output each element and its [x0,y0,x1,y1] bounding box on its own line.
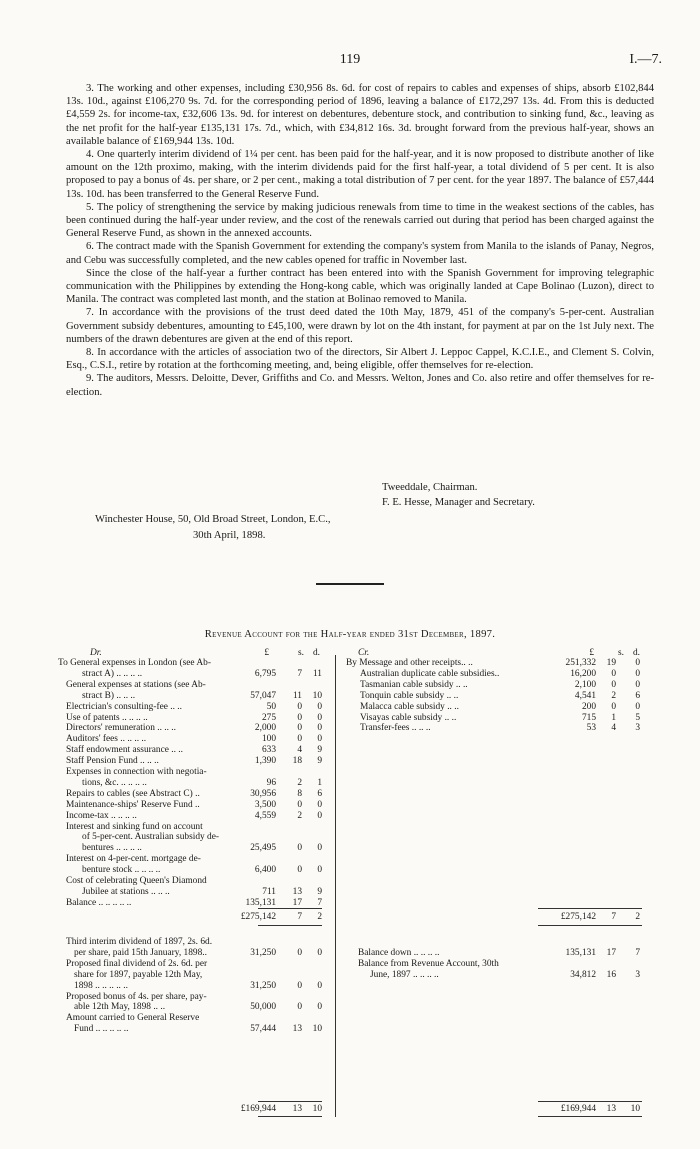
report-paragraph: Since the close of the half-year a further contract has been entered into with the Spanish Government for improving telegraphic communication with the Philippines by extending the Hong-kong cable, which was originally landed at Cape Bolinao (Luzon), direct to Manila. The contract was completed last month, and the station at Bolinao removed to Manila. [66,267,654,306]
cr2-item-text: June, 1897 .. .. .. .. [370,969,439,980]
dr2-item-text: Third interim dividend of 1897, 2s. 6d. [66,937,213,947]
dr2-item-text: able 12th May, 1898 .. .. [74,1002,166,1013]
cr-total-shillings: 7 [611,912,616,922]
dr-item-pence: 0 [317,723,322,734]
report-paragraph: 7. In accordance with the provisions of the trust deed dated the 10th May, 1879, 451 of the company's 5-per-cent. Australian Government subsidy debentures, amounting to £45,100, were drawn by lot on the 4th instant, for payment at par on the 1st July next. The numbers of the drawn debentures are given at the end of this report. [66,307,654,345]
cr2-total-pence: 10 [630,1104,640,1114]
cr-item-pence: 5 [635,712,640,723]
cr-item-pounds: 200 [581,701,596,712]
dr-item-shillings: 8 [297,788,302,799]
dr-item-shillings: 13 [292,886,302,897]
cr-item-pounds: 2,100 [574,679,596,690]
dr-item-pounds: 30,956 [250,788,276,799]
dr-item-pounds: 96 [266,777,276,788]
dr2-item-pounds: 31,250 [250,947,276,958]
dr-item-pence: 0 [317,799,322,810]
dr-item-text: Interest on 4-per-cent. mortgage de- [66,854,201,865]
dr-item-pounds: 6,795 [254,668,276,679]
report-paragraph: 3. The working and other expenses, including £30,956 8s. 6d. for cost of repairs to cables and expenses of ships, absorb £102,844 13s. 10d., against £106,270 9s. 7d. for the corresponding period of 1896, leaving a balance of £172,297 13s. 4d. From this is deducted £4,559 2s. for income-tax, £32,606 13s. 9d. for interest on debentures, debenture stock, and contribution to sinking fund, &c., leaving as the net profit for the half-year £135,131 17s. 7d., which, with £34,812 16s. 3d. brought forward from the previous half-year, shows an available balance of £169,944 13s. 10d. [66,83,654,147]
dr-item-pounds: 50 [266,701,276,712]
dr-item-text: Balance .. .. .. .. .. [66,897,132,908]
dr-total-rule-bottom [258,925,322,926]
dr-total-rule-top [258,908,322,909]
address-line: Winchester House, 50, Old Broad Street, London, E.C., [95,514,331,525]
cr-item-shillings: 0 [611,668,616,679]
dr-item-pence: 7 [317,897,322,908]
dr-item-shillings: 0 [297,723,302,734]
cr2-total-rule-top [538,1101,642,1102]
secretary-signature: F. E. Hesse, Manager and Secretary. [382,497,535,508]
dr-item-text: Staff Pension Fund .. .. .. [66,756,159,767]
credit-label: Cr. [358,648,370,658]
cr2-item-shillings: 16 [606,969,616,980]
dr2-item-pence: 0 [317,947,322,958]
dr-item-pounds: 135,131 [245,897,276,908]
dr-item-pounds: 3,500 [254,799,276,810]
dr-item-pence: 10 [312,690,322,701]
report-body [66,82,654,399]
dr-item-pence: 0 [317,865,322,876]
section-divider [316,583,384,585]
cr-pounds-head: £ [589,648,594,658]
account-title: Revenue Account for the Half-year ended 31st December, 1897. [204,629,496,640]
dr-item-text: stract B) .. .. .. [82,690,136,701]
dr-item-text: bentures .. .. .. .. [82,843,142,854]
debit-label: Dr. [90,648,102,658]
dr2-item-text: Amount carried to General Reserve [66,1013,200,1024]
dr2-item-pence: 0 [317,1002,322,1013]
dr-item-pence: 0 [317,734,322,745]
dr-item-shillings: 2 [297,810,302,821]
dr-pence-head: d. [312,648,320,658]
dr-item-text: of 5-per-cent. Australian subsidy de- [82,832,220,843]
cr-item-pounds: 715 [581,712,596,723]
report-paragraph: 4. One quarterly interim dividend of 1¼ per cent. has been paid for the half-year, and it is now proposed to distribute another of like amount on the 12th proximo, making, with the interim dividends paid for the first half-year, a total dividend of 5 per cent. It is also proposed to pay a bonus of 4s. per share, or 2 per cent., making a total distribution of 7 per cent. for the year 1897. The balance of £57,444 13s. 10d. has been transferred to the General Reserve Fund. [66,149,654,200]
dr2-item-text: per share, paid 15th January, 1898.. [74,947,207,958]
dr-total-pounds: £275,142 [240,912,276,922]
cr-item-text: Tonquin cable subsidy .. .. [360,690,459,701]
dr-item-text: Use of patents .. .. .. .. [66,712,148,723]
dr-item-text: To General expenses in London (see Ab- [58,658,211,668]
dr2-item-pence: 0 [317,980,322,991]
dr2-item-pence: 10 [312,1024,322,1035]
dr2-total-shillings: 13 [292,1104,302,1114]
dr-item-pounds: 6,400 [254,865,276,876]
cr-item-pence: 0 [635,668,640,679]
dr2-item-shillings: 13 [292,1024,302,1035]
dr-item-pounds: 100 [261,734,276,745]
cr-item-shillings: 0 [611,679,616,690]
page-number: 119 [339,52,361,67]
dr2-total-pence: 10 [312,1104,322,1114]
cr-item-pounds: 53 [586,723,596,734]
dr-item-shillings: 17 [292,897,302,908]
cr2-item-pence: 3 [635,969,640,980]
dr2-total-rule-top [258,1101,322,1102]
dr-item-text: stract A) .. .. .. .. [82,668,143,679]
dr2-item-shillings: 0 [297,947,302,958]
cr2-total-pounds: £169,944 [560,1104,596,1114]
cr-item-pence: 0 [635,679,640,690]
dr2-item-pounds: 50,000 [250,1002,276,1013]
cr-shillings-head: s. [618,648,624,658]
dr-item-pence: 9 [317,756,322,767]
cr-item-shillings: 1 [611,712,616,723]
cr-pence-head: d. [632,648,640,658]
cr-item-text: By Message and other receipts.. .. [346,658,473,668]
dr-item-pounds: 1,390 [254,756,276,767]
dr-item-text: benture stock .. .. .. .. [82,865,161,876]
cr-item-text: Tasmanian cable subsidy .. .. [360,679,468,690]
report-paragraph: 9. The auditors, Messrs. Deloitte, Dever, Griffiths and Co. and Messrs. Welton, Jones and Co. also retire and offer themselves for re-election. [66,373,654,398]
cr-item-text: Visayas cable subsidy .. .. [360,712,457,723]
dr-item-shillings: 0 [297,734,302,745]
dr-item-shillings: 2 [297,777,302,788]
dr-item-shillings: 0 [297,799,302,810]
dr-item-text: Auditors' fees .. .. .. .. [66,734,147,745]
dr2-item-text: Fund .. .. .. .. .. [74,1024,129,1035]
dr2-item-text: 1898 .. .. .. .. .. [74,980,128,991]
dr-item-text: Directors' remuneration .. .. .. [66,723,176,734]
cr-item-pence: 0 [635,658,640,668]
address-date: 30th April, 1898. [193,530,266,541]
dr2-item-shillings: 0 [297,980,302,991]
dr-item-pounds: 57,047 [250,690,276,701]
dr2-total-rule-bottom [258,1116,322,1117]
dr-item-text: Electrician's consulting-fee .. .. [66,701,182,712]
cr-total-rule-bottom [538,925,642,926]
dr-total-pence: 2 [317,912,322,922]
dr-item-shillings: 11 [292,690,302,701]
cr-item-shillings: 4 [611,723,616,734]
dr-item-pounds: 275 [261,712,276,723]
dr2-item-pounds: 57,444 [250,1024,276,1035]
report-paragraph: 5. The policy of strengthening the service by making judicious renewals from time to time in the weakest sections of the cables, has been continued during the half-year under review, and the cost of the renewals carried out during that period has been charged against the General Reserve Fund, as shown in the annexed accounts. [66,201,654,240]
dr-item-text: Repairs to cables (see Abstract C) .. [66,788,200,799]
dr-item-pounds: 633 [261,745,276,756]
dr-item-text: General expenses at stations (see Ab- [66,679,206,690]
cr-total-pounds: £275,142 [560,912,596,922]
dr-item-text: Expenses in connection with negotia- [66,767,207,777]
dr-item-text: Cost of celebrating Queen's Diamond [66,876,207,886]
cr-item-pounds: 251,332 [565,658,596,668]
cr2-total-rule-bottom [538,1116,642,1117]
dr-total-shillings: 7 [297,912,302,922]
dr-item-shillings: 0 [297,712,302,723]
dr-item-text: Maintenance-ships' Reserve Fund .. [66,799,200,810]
dr-item-text: Interest and sinking fund on account [66,821,203,832]
dr-item-pence: 9 [317,745,322,756]
cr-item-pence: 3 [635,723,640,734]
cr-total-rule-top [538,908,642,909]
cr2-total-shillings: 13 [606,1104,616,1114]
cr-item-text: Australian duplicate cable subsidies.. [360,668,500,679]
dr-item-pence: 0 [317,843,322,854]
dr-item-shillings: 0 [297,843,302,854]
cr-item-pence: 0 [635,701,640,712]
dr2-item-text: Proposed final dividend of 2s. 6d. per [66,958,208,969]
center-column-rule [335,655,336,1117]
chairman-signature: Tweeddale, Chairman. [382,482,478,493]
cr2-item-text: Balance from Revenue Account, 30th [358,958,499,969]
dr-pounds-head: £ [264,648,269,658]
dr2-total-pounds: £169,944 [240,1104,276,1114]
dr2-item-shillings: 0 [297,1002,302,1013]
dr-item-pence: 11 [312,668,322,679]
cr-item-pounds: 16,200 [570,668,596,679]
cr2-item-pounds: 34,812 [570,969,596,980]
document-reference: I.—7. [629,52,662,67]
dr2-item-text: share for 1897, payable 12th May, [74,969,203,980]
cr2-item-pounds: 135,131 [565,948,596,958]
dr-item-pence: 0 [317,701,322,712]
dr-item-shillings: 18 [292,756,302,767]
dr-item-pence: 9 [317,886,322,897]
dr-item-pence: 0 [317,810,322,821]
cr-item-shillings: 19 [606,658,616,668]
dr-item-pence: 1 [317,777,322,788]
dr-item-pounds: 4,559 [254,810,276,821]
dr-item-pounds: 2,000 [254,723,276,734]
dr-item-pence: 0 [317,712,322,723]
cr-item-text: Malacca cable subsidy .. .. [360,701,459,712]
cr2-item-text: Balance down .. .. .. .. [358,948,440,958]
cr2-item-pence: 7 [635,948,640,958]
dr-item-pence: 6 [317,788,322,799]
dr-item-text: Staff endowment assurance .. .. [66,745,183,756]
cr-item-shillings: 0 [611,701,616,712]
cr-item-pence: 6 [635,690,640,701]
cr2-item-shillings: 17 [606,948,616,958]
dr2-item-pounds: 31,250 [250,980,276,991]
dr-item-text: tions, &c. .. .. .. .. [82,777,147,788]
dr-item-text: Income-tax .. .. .. .. [66,810,137,821]
dr-item-pounds: 711 [262,886,276,897]
dr2-item-text: Proposed bonus of 4s. per share, pay- [66,991,207,1002]
cr-item-shillings: 2 [611,690,616,701]
dr-item-shillings: 0 [297,701,302,712]
report-paragraph: 6. The contract made with the Spanish Government for extending the company's system from Manila to the islands of Panay, Negros, and Cebu was successfully completed, and the new cables opened for traffic in November last. [66,241,654,266]
cr-total-pence: 2 [635,912,640,922]
cr-item-pounds: 4,541 [574,690,596,701]
dr-item-shillings: 4 [297,745,302,756]
report-paragraph: 8. In accordance with the articles of association two of the directors, Sir Albert J. Leppoc Cappel, K.C.I.E., and Clement S. Colvin, Esq., C.S.I., retire by rotation at the forthcoming meeting, and, being eligible, offer themselves for re-election. [66,347,654,372]
dr-item-pounds: 25,495 [250,843,276,854]
cr-item-text: Transfer-fees .. .. .. [360,723,431,734]
dr-item-shillings: 7 [297,668,302,679]
dr-shillings-head: s. [298,648,304,658]
dr-item-text: Jubilee at stations .. .. .. [82,886,170,897]
dr-item-shillings: 0 [297,865,302,876]
